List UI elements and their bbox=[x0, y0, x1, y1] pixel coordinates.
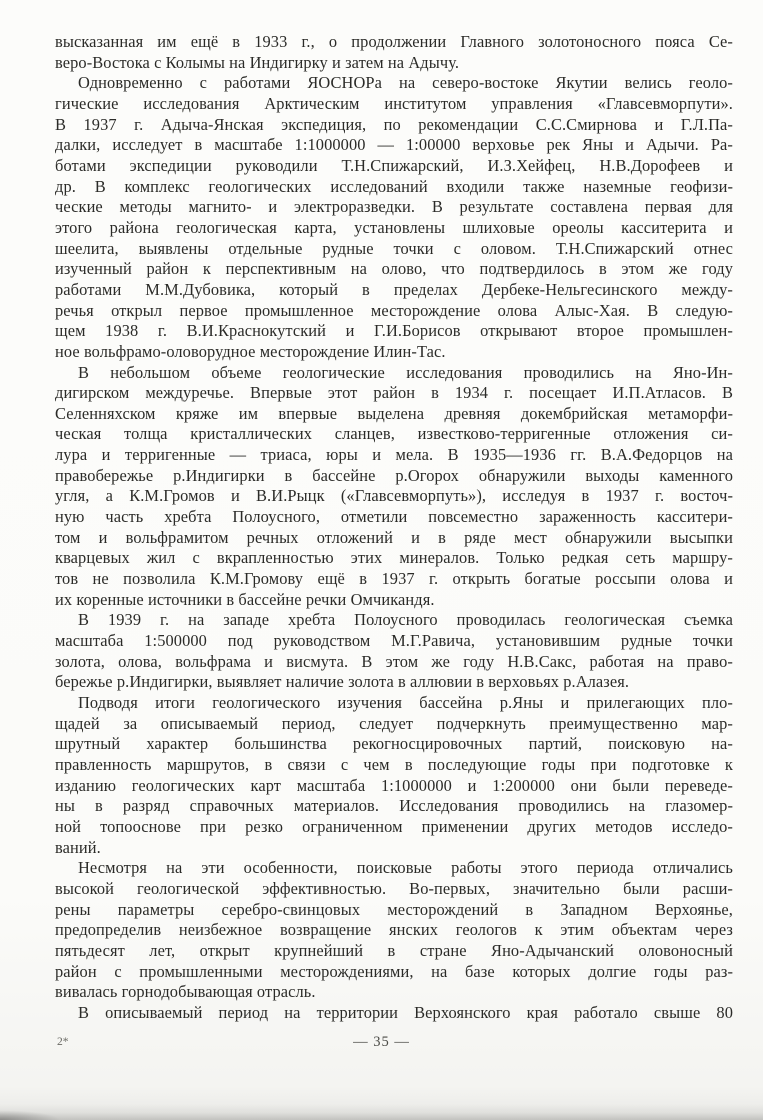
text-line: масштаба 1:500000 под руководством М.Г.Равича, установившим рудные точки bbox=[55, 631, 733, 651]
text-line: ной топооснове при резко ограниченном применении других методов исследо- bbox=[55, 816, 733, 836]
text-line: ное вольфрамо-оловорудное месторождение Илин-Тас. bbox=[55, 341, 446, 361]
text-line: щем 1938 г. В.И.Краснокутский и Г.И.Борисов открывают второе промышлен- bbox=[55, 321, 733, 341]
text-line: далки, исследует в масштабе 1:1000000 — 1:00000 верховье рек Яны и Адычи. Ра- bbox=[55, 135, 733, 155]
text-line: ческие методы магнито- и электроразведки. В результате составлена первая для bbox=[55, 197, 733, 217]
text-line: правобережье р.Индигирки в бассейне р.Огорох обнаружили выходы каменного bbox=[55, 465, 733, 485]
text-line: угля, а К.М.Громов и В.И.Рыцк («Главсевморпуть»), исследуя в 1937 г. восточ- bbox=[55, 486, 733, 506]
text-line: рены параметры серебро-свинцовых месторождений в Западном Верхоянье, bbox=[55, 899, 733, 919]
text-line: их коренные источники в бассейне речки Омчикандя. bbox=[55, 589, 435, 609]
text-line: работами М.М.Дубовика, который в пределах Дербеке-Нельгесинского между- bbox=[55, 279, 733, 299]
text-line: ную часть хребта Полоусного, отметили повсеместно зараженность касситери- bbox=[55, 507, 733, 527]
text-line: шеелита, выявлены отдельные рудные точки с оловом. Т.Н.Спижарский отнес bbox=[55, 238, 733, 258]
text-line: высказанная им ещё в 1933 г., о продолжении Главного золотоносного пояса Се- bbox=[55, 32, 733, 51]
text-block bbox=[55, 32, 733, 1024]
text-line: лура и терригенные — триаса, юры и мела. В 1935—1936 гг. В.А.Федорцов на bbox=[55, 445, 733, 465]
text-line: изданию геологических карт масштаба 1:1000000 и 1:200000 они были переведе- bbox=[55, 775, 733, 795]
scan-edge-shadow bbox=[0, 1104, 763, 1120]
text-line: том и вольфрамитом речных отложений и в ряде мест обнаружили высыпки bbox=[55, 527, 733, 547]
text-line: высокой геологической эффективностью. Во-первых, значительно были расши- bbox=[55, 878, 733, 898]
text-line: гические исследования Арктическим институтом управления «Главсевморпути». bbox=[55, 93, 733, 113]
text-line: Несмотря на эти особенности, поисковые работы этого периода отличались bbox=[78, 858, 733, 878]
text-line: ческая толща кристаллических сланцев, известково-терригенные отложения си- bbox=[55, 424, 733, 444]
text-line: вивалась горнодобывающая отрасль. bbox=[55, 982, 316, 1002]
text-line: др. В комплекс геологических исследований входили также наземные геофизи- bbox=[55, 176, 733, 196]
text-line: район с промышленными месторождениями, на базе которых долгие годы раз- bbox=[55, 961, 733, 981]
text-line: В небольшом объеме геологические исследования проводились на Яно-Ин- bbox=[78, 362, 733, 382]
text-line: этого района геологическая карта, установлены шлиховые ореолы касситерита и bbox=[55, 217, 733, 237]
text-line: бережье р.Индигирки, выявляет наличие золота в аллювии в верховьях р.Алазея. bbox=[55, 672, 630, 692]
scan-corner-smudge bbox=[0, 1110, 60, 1120]
text-line: изученный район к перспективным на олово, что подтвердилось в этом же году bbox=[55, 259, 733, 279]
text-line: предопределив неизбежное возвращение янских геологов к этим объектам через bbox=[55, 920, 733, 940]
text-line: правленность маршрутов, в связи с чем в последующие годы при подготовке к bbox=[55, 754, 733, 774]
text-line: Селенняхском кряже им впервые выделена древняя докембрийская метаморфи- bbox=[55, 403, 733, 423]
page-footer bbox=[0, 1034, 763, 1054]
signature-mark: 2* bbox=[57, 1036, 69, 1048]
page-number: — 35 — bbox=[353, 1034, 410, 1050]
text-line: речья открыл первое промышленное месторождение олова Алыс-Хая. В следую- bbox=[55, 300, 733, 320]
text-line: В 1939 г. на западе хребта Полоусного проводилась геологическая съемка bbox=[78, 610, 733, 630]
text-line: Одновременно с работами ЯОСНОРа на северо-востоке Якутии велись геоло- bbox=[78, 73, 733, 93]
text-line: пятьдесят лет, открыт крупнейший в стране Яно-Адычанский оловоносный bbox=[55, 940, 733, 960]
text-line: шрутный характер большинства рекогносцировочных партий, поисковую на- bbox=[55, 734, 733, 754]
text-line: золота, олова, вольфрама и висмута. В этом же году Н.В.Сакс, работая на право- bbox=[55, 651, 733, 671]
text-line: ботами экспедиции руководили Т.Н.Спижарский, И.З.Хейфец, Н.В.Дорофеев и bbox=[55, 155, 733, 175]
text-line: В 1937 г. Адыча-Янская экспедиция, по рекомендации С.С.Смирнова и Г.Л.Па- bbox=[55, 114, 733, 134]
text-line: тов не позволила К.М.Громову ещё в 1937 г. открыть богатые россыпи олова и bbox=[55, 569, 733, 589]
text-line: ваний. bbox=[55, 837, 101, 857]
text-line: щадей за описываемый период, следует подчеркнуть преимущественно мар- bbox=[55, 713, 733, 733]
text-line: В описываемый период на территории Верхоянского края работало свыше 80 bbox=[78, 1002, 733, 1022]
text-line: веро-Востока с Колымы на Индигирку и затем на Адычу. bbox=[55, 52, 460, 72]
text-line: ны в разряд справочных материалов. Исследования проводились на глазомер- bbox=[55, 796, 733, 816]
text-line: дигирском междуречье. Впервые этот район в 1934 г. посещает И.П.Атласов. В bbox=[55, 383, 733, 403]
text-line: кварцевых жил с вкрапленностью этих минералов. Только редкая сеть маршру- bbox=[55, 548, 733, 568]
text-line: Подводя итоги геологического изучения бассейна р.Яны и прилегающих пло- bbox=[78, 693, 733, 712]
